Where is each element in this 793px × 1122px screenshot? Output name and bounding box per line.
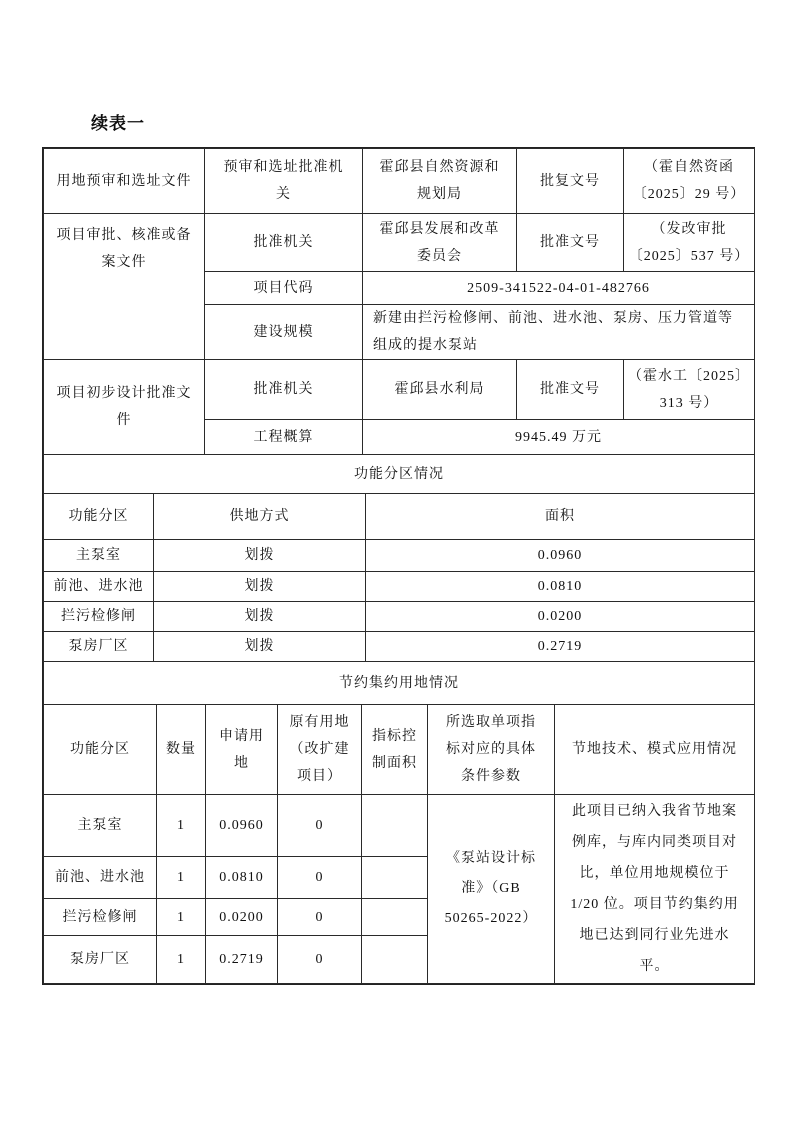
- filing-doc-label: 批准文号: [517, 214, 624, 272]
- ls-header-applied: 申请用地: [206, 705, 278, 795]
- fz-supply: 划拨: [154, 602, 366, 632]
- ls-applied: 0.0200: [206, 899, 278, 936]
- ls-count: 1: [157, 936, 206, 984]
- fz-area: 0.0200: [366, 602, 755, 632]
- ls-header-zone: 功能分区: [44, 705, 157, 795]
- fz-supply: 划拨: [154, 572, 366, 602]
- ls-count: 1: [157, 899, 206, 936]
- ls-applied: 0.0960: [206, 795, 278, 857]
- filing-doc-number: （发改审批〔2025〕537 号）: [624, 214, 755, 272]
- ls-header-technique: 节地技术、模式应用情况: [555, 705, 755, 795]
- ls-existing: 0: [278, 899, 362, 936]
- ls-zone: 前池、进水池: [44, 857, 157, 899]
- ls-zone: 泵房厂区: [44, 936, 157, 984]
- budget-label: 工程概算: [205, 420, 363, 455]
- ls-existing: 0: [278, 795, 362, 857]
- table-row: [44, 795, 755, 857]
- table-row: [44, 572, 755, 602]
- preapproval-agency-value: 霍邱县自然资源和规划局: [363, 149, 517, 214]
- fz-area: 0.0960: [366, 540, 755, 572]
- preapproval-label: 用地预审和选址文件: [44, 149, 205, 214]
- project-code-label: 项目代码: [205, 272, 363, 305]
- preapproval-agency-label: 预审和选址批准机关: [205, 149, 363, 214]
- function-zones-table: [43, 454, 755, 662]
- construction-scale-value: 新建由拦污检修闸、前池、进水池、泵房、压力管道等组成的提水泵站: [363, 305, 755, 360]
- fz-header-supply: 供地方式: [154, 494, 366, 540]
- project-code-value: 2509-341522-04-01-482766: [363, 272, 755, 305]
- fz-zone: 泵房厂区: [44, 632, 154, 662]
- approval-info-table: [43, 148, 755, 455]
- land-saving-table: [43, 661, 755, 984]
- continuation-table: [42, 147, 755, 985]
- fz-area: 0.0810: [366, 572, 755, 602]
- ls-zone: 主泵室: [44, 795, 157, 857]
- table-row: [44, 602, 755, 632]
- fz-zone: 主泵室: [44, 540, 154, 572]
- design-agency-label: 批准机关: [205, 360, 363, 420]
- fz-header-area: 面积: [366, 494, 755, 540]
- ls-count: 1: [157, 857, 206, 899]
- ls-applied: 0.2719: [206, 936, 278, 984]
- ls-applied: 0.0810: [206, 857, 278, 899]
- table-row: [44, 540, 755, 572]
- land-saving-section-title: 节约集约用地情况: [44, 662, 755, 705]
- page-title: 续表一: [91, 114, 145, 133]
- ls-control-area: [362, 936, 428, 984]
- ls-application-note: 此项目已纳入我省节地案例库，与库内同类项目对比，单位用地规模位于 1/20 位。项目节约集约用地已达到同行业先进水平。: [555, 795, 755, 984]
- ls-zone: 拦污检修闸: [44, 899, 157, 936]
- filing-label: 项目审批、核准或备案文件: [44, 214, 205, 360]
- table-row: [44, 632, 755, 662]
- budget-value: 9945.49 万元: [363, 420, 755, 455]
- preapproval-doc-number: （霍自然资函〔2025〕29 号）: [624, 149, 755, 214]
- design-approval-label: 项目初步设计批准文件: [44, 360, 205, 455]
- function-zones-section-title: 功能分区情况: [44, 455, 755, 494]
- ls-header-control-area: 指标控制面积: [362, 705, 428, 795]
- fz-area: 0.2719: [366, 632, 755, 662]
- fz-zone: 拦污检修闸: [44, 602, 154, 632]
- ls-control-area: [362, 899, 428, 936]
- design-doc-number: （霍水工〔2025〕313 号）: [624, 360, 755, 420]
- ls-existing: 0: [278, 936, 362, 984]
- fz-supply: 划拨: [154, 632, 366, 662]
- ls-existing: 0: [278, 857, 362, 899]
- ls-count: 1: [157, 795, 206, 857]
- ls-control-area: [362, 857, 428, 899]
- fz-header-zone: 功能分区: [44, 494, 154, 540]
- filing-agency-label: 批准机关: [205, 214, 363, 272]
- fz-zone: 前池、进水池: [44, 572, 154, 602]
- ls-indicator-reference: 《泵站设计标准》（GB 50265-2022）: [428, 795, 555, 984]
- fz-supply: 划拨: [154, 540, 366, 572]
- design-doc-label: 批准文号: [517, 360, 624, 420]
- design-agency-value: 霍邱县水利局: [363, 360, 517, 420]
- filing-agency-value: 霍邱县发展和改革委员会: [363, 214, 517, 272]
- ls-header-indicator-params: 所选取单项指标对应的具体条件参数: [428, 705, 555, 795]
- ls-control-area: [362, 795, 428, 857]
- construction-scale-label: 建设规模: [205, 305, 363, 360]
- ls-header-count: 数量: [157, 705, 206, 795]
- ls-header-existing: 原有用地（改扩建项目）: [278, 705, 362, 795]
- preapproval-doc-label: 批复文号: [517, 149, 624, 214]
